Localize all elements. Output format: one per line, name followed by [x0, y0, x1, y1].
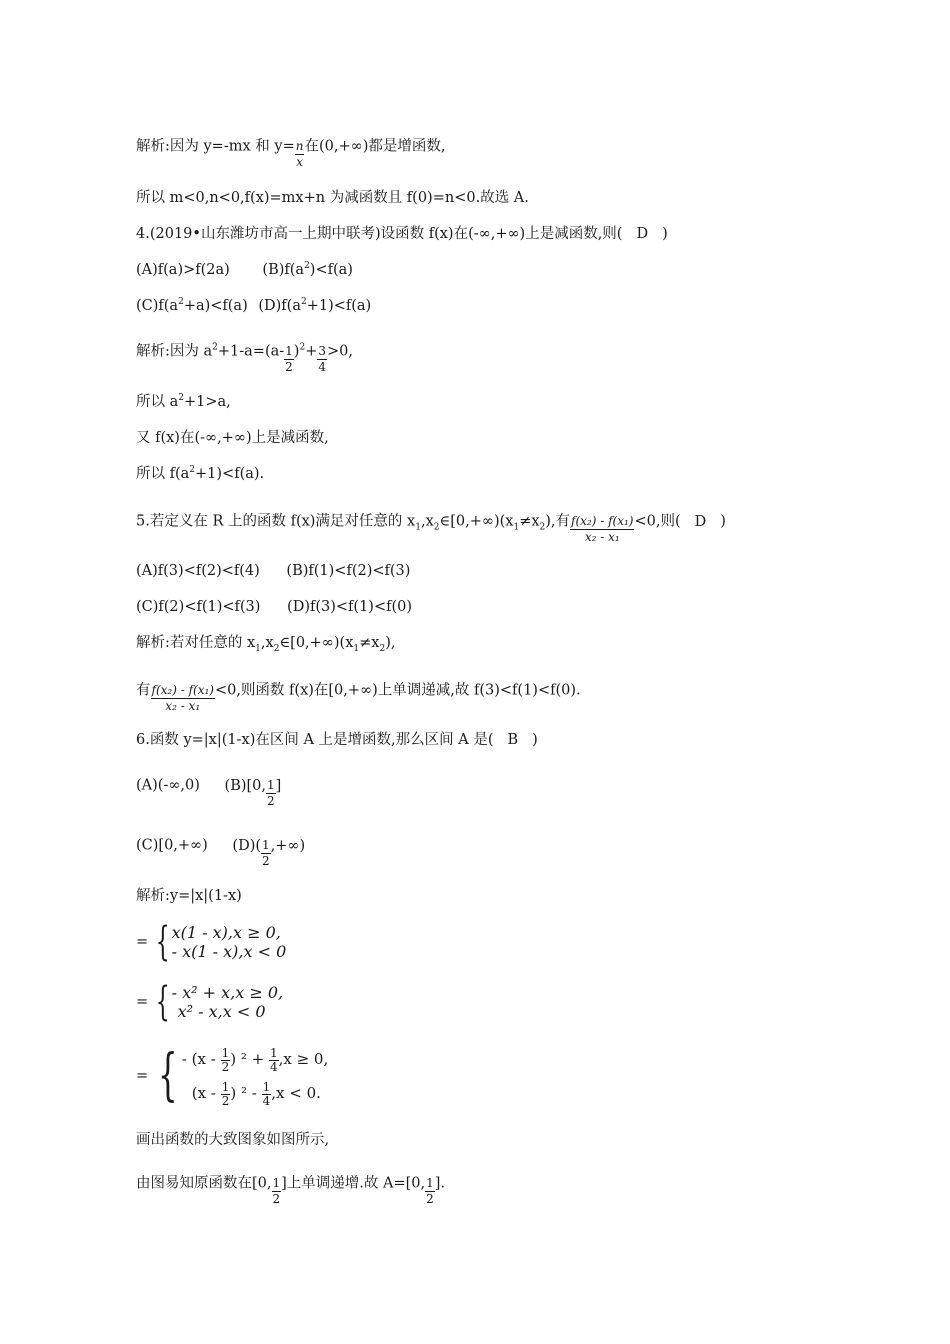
text: ) ² - [230, 1084, 262, 1102]
superscript: 2 [212, 342, 218, 353]
case-row: - x² + x,x ≥ 0, [171, 983, 284, 1002]
analysis-q4-line1 [136, 336, 353, 374]
text: 5.若定义在 R 上的函数 f(x)满足对任意的 x [136, 513, 416, 530]
text: <0,则( [634, 513, 681, 530]
frac-num: 1 [267, 778, 275, 792]
superscript: 2 [300, 297, 307, 308]
q4-options-ab [136, 260, 353, 280]
option-d: (D)f(3)<f(1)<f(0) [287, 599, 413, 615]
piecewise-1 [136, 919, 287, 965]
subscript: 1 [513, 522, 520, 533]
piecewise-2 [136, 979, 284, 1025]
frac-num: 1 [426, 1176, 434, 1190]
q5-options-ab [136, 561, 410, 581]
option-c: (C)f(2)<f(1)<f(3) [136, 599, 261, 615]
frac-den: x₂ - x₁ [584, 530, 620, 544]
fraction-half [266, 778, 276, 809]
subscript: 2 [539, 522, 546, 533]
equals-sign: = [136, 1068, 149, 1084]
case-row: x(1 - x),x ≥ 0, [171, 923, 281, 942]
frac-num: 1 [221, 1079, 230, 1094]
option-d [232, 837, 306, 868]
text: ,+∞) [270, 837, 306, 854]
text: +1>a, [184, 394, 231, 410]
fraction-half [221, 1081, 231, 1108]
text: ) [532, 732, 538, 748]
subscript: 2 [433, 522, 440, 533]
question-text: 4.(2019•山东潍坊市高一上期中联考)设函数 f(x)在(-∞,+∞)上是减函数,则( [136, 226, 623, 242]
fraction-half [221, 1047, 231, 1074]
text: +a)<f(a) [183, 298, 248, 314]
superscript: 2 [178, 393, 184, 404]
q4-options-cd [136, 296, 371, 316]
text: ] [275, 777, 282, 794]
text: +1)<f(a) [306, 298, 372, 314]
fraction-n-over-x [295, 139, 305, 170]
option-a: (A)(-∞,0) [136, 777, 200, 794]
option-b [224, 777, 282, 808]
superscript: 2 [178, 297, 184, 308]
text: (x - [191, 1084, 221, 1102]
cases [172, 923, 287, 961]
answer: D [694, 513, 707, 530]
frac-den: 2 [221, 1059, 230, 1074]
text: (C)f(a [136, 298, 179, 314]
difference-quotient-fraction [151, 683, 215, 714]
frac-num: n [295, 139, 304, 153]
fraction-quarter [269, 1047, 279, 1074]
text: <0,则函数 f(x)在[0,+∞)上单调递减,故 f(3)<f(1)<f(0). [214, 682, 581, 699]
q6-options-cd [136, 830, 306, 868]
option-b: (B)f(1)<f(2)<f(3) [286, 563, 411, 579]
frac-den: 2 [267, 794, 275, 808]
frac-den: x₂ - x₁ [165, 699, 201, 713]
case-row [182, 1076, 328, 1110]
frac-den: 4 [269, 1059, 278, 1074]
text: ) [293, 343, 300, 360]
text: ), [385, 635, 396, 651]
text: >0, [327, 343, 353, 360]
option-a: (A)f(a)>f(2a) [136, 262, 230, 278]
text: ,x [260, 635, 274, 651]
text: (D)f(a [258, 298, 301, 314]
case-row [182, 1042, 328, 1076]
cases [182, 1042, 328, 1110]
subscript: 1 [353, 643, 360, 654]
frac-num: f(x₂) - f(x₁) [571, 514, 634, 528]
text: ]. [434, 1175, 446, 1192]
question-6 [136, 730, 538, 750]
text: ≠x [519, 513, 540, 530]
answer: B [507, 732, 519, 748]
text: ) [720, 513, 726, 530]
option-c: (C)[0,+∞) [136, 837, 208, 854]
superscript: 2 [304, 261, 310, 272]
frac-den: 4 [262, 1093, 271, 1108]
subscript: 2 [273, 643, 280, 654]
q6-options-ab [136, 770, 282, 808]
q5-options-cd [136, 597, 412, 617]
piecewise-3 [136, 1042, 328, 1110]
text: 所以 a [136, 394, 179, 410]
equals-sign: = [136, 994, 149, 1010]
frac-num: 1 [221, 1045, 230, 1060]
analysis-q5-line1 [136, 633, 395, 653]
frac-den: 2 [221, 1093, 230, 1108]
analysis-q6-line1: 解析:y=|x|(1-x) [136, 888, 242, 904]
frac-num: 3 [318, 344, 326, 358]
fraction-half [425, 1176, 435, 1207]
text: ),有 [545, 513, 571, 530]
fraction-half [261, 838, 271, 869]
fraction-half [272, 1176, 282, 1207]
fraction-three-quarters [317, 344, 327, 375]
subscript: 2 [379, 643, 386, 654]
option-a: (A)f(3)<f(2)<f(4) [136, 563, 260, 579]
difference-quotient-fraction [570, 514, 634, 545]
analysis-q4-line2 [136, 392, 231, 412]
frac-num: 1 [285, 344, 293, 358]
fraction-half [284, 344, 294, 375]
analysis-q3-line2: 所以 m<0,n<0,f(x)=mx+n 为减函数且 f(0)=n<0.故选 A. [136, 190, 529, 206]
analysis-q4-line4 [136, 464, 264, 484]
text: 有 [136, 682, 151, 699]
option-b [262, 262, 353, 278]
text: 在(0,+∞)都是增函数, [304, 138, 446, 155]
text: +1)<f(a). [195, 466, 265, 482]
frac-den: 2 [285, 360, 293, 374]
superscript: 2 [299, 342, 306, 353]
text: ∈[0,+∞)(x [279, 635, 354, 651]
left-brace-icon: { [155, 919, 170, 965]
text: ) [662, 226, 668, 242]
fraction-quarter [262, 1081, 272, 1108]
text: +1-a=(a- [217, 343, 285, 360]
frac-num: f(x₂) - f(x₁) [151, 683, 214, 697]
text: ,x ≥ 0, [278, 1050, 329, 1068]
frac-den: 2 [272, 1192, 281, 1206]
text: ) ² + [230, 1050, 269, 1068]
subscript: 1 [415, 522, 421, 533]
answer: D [636, 226, 649, 242]
left-brace-icon: { [158, 1043, 178, 1108]
text: 解析:因为 y=-mx 和 y= [136, 138, 295, 155]
text: 解析:因为 a [136, 343, 213, 360]
analysis-q5-line2 [136, 675, 581, 713]
text: 由图易知原函数在[0, [136, 1175, 272, 1192]
superscript: 2 [189, 465, 196, 476]
option-d [258, 298, 371, 314]
analysis-q6-draw: 画出函数的大致图象如图所示, [136, 1132, 330, 1148]
text: ,x [420, 513, 434, 530]
text: (D)( [232, 837, 262, 854]
frac-num: 1 [269, 1045, 278, 1060]
text: - (x - [181, 1050, 221, 1068]
text: + [305, 343, 318, 360]
analysis-q4-line3: 又 f(x)在(-∞,+∞)上是减函数, [136, 430, 329, 446]
analysis-q6-conclusion [136, 1168, 446, 1206]
frac-den: x [296, 155, 303, 169]
question-4 [136, 224, 668, 244]
frac-num: 1 [262, 838, 270, 852]
left-brace-icon: { [155, 979, 170, 1025]
question-5 [136, 506, 726, 544]
cases [172, 983, 283, 1021]
text: ]上单调递增.故 A=[0, [281, 1175, 426, 1192]
frac-den: 2 [426, 1192, 434, 1206]
question-text: 6.函数 y=|x|(1-x)在区间 A 上是增函数,那么区间 A 是( [136, 732, 494, 748]
text: (B)f(a [262, 262, 305, 278]
analysis-q3-line1 [136, 131, 446, 169]
text: ∈[0,+∞)(x [439, 513, 514, 530]
text: ,x < 0. [271, 1084, 321, 1102]
frac-den: 4 [318, 360, 326, 374]
text: )<f(a) [309, 262, 353, 278]
equals-sign: = [136, 934, 149, 950]
frac-num: 1 [272, 1176, 281, 1190]
case-row: - x(1 - x),x < 0 [171, 942, 287, 961]
frac-den: 2 [262, 854, 270, 868]
text: (B)[0, [224, 777, 266, 794]
frac-num: 1 [262, 1079, 271, 1094]
text: 解析:若对任意的 x [136, 635, 256, 651]
text: 所以 f(a [136, 466, 190, 482]
text: ≠x [359, 635, 380, 651]
option-c [136, 298, 248, 314]
case-row: x² - x,x < 0 [177, 1002, 266, 1021]
subscript: 1 [255, 643, 261, 654]
